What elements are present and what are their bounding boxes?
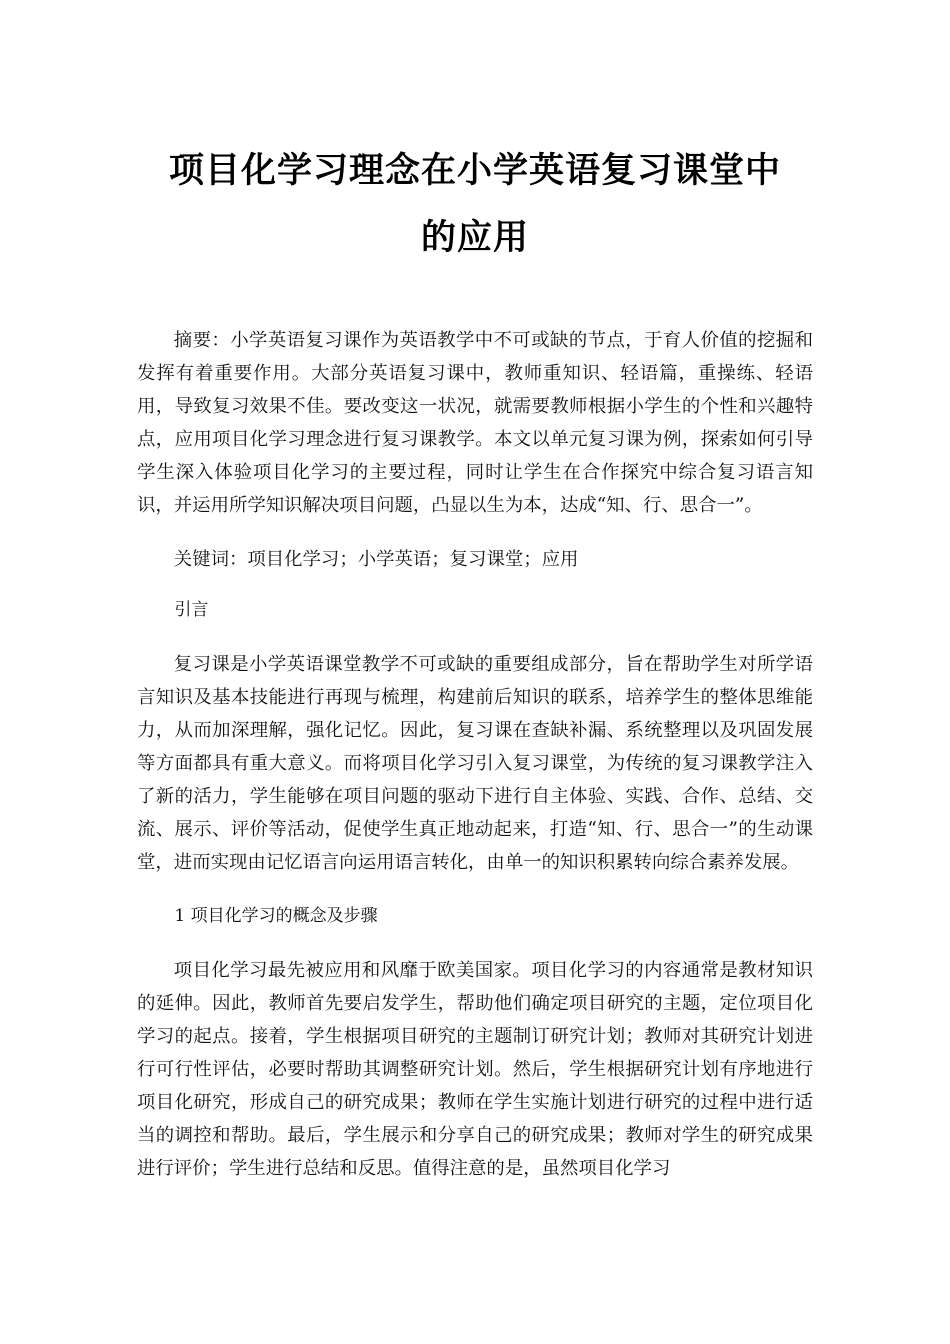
section-1-paragraph: 项目化学习最先被应用和风靡于欧美国家。项目化学习的内容通常是教材知识的延伸。因此，教师首先要启发学生，帮助他们确定项目研究的主题，定位项目化学习的起点。接着，学生根据项目研究的主题制订研究计划；教师对其研究计划进行可行性评估，必要时帮助其调整研究计划。然后，学生根据研究计划有序地进行项目化研究，形成自己的研究成果；教师在学生实施计划进行研究的过程中进行适当的调控和帮助。最后，学生展示和分享自己的研究成果；教师对学生的研究成果进行评价；学生进行总结和反思。值得注意的是，虽然项目化学习 — [137, 960, 813, 1179]
title-line-1: 项目化学习理念在小学英语复习课堂中 — [168, 151, 781, 191]
intro-paragraph: 复习课是小学英语课堂教学不可或缺的重要组成部分，旨在帮助学生对所学语言知识及基本技能进行再现与梳理，构建前后知识的联系，培养学生的整体思维能力，从而加深理解，强化记忆。因此，复习课在查缺补漏、系统整理以及巩固发展等方面都具有重大意义。而将项目化学习引入复习课堂，为传统的复习课教学注入了新的活力，学生能够在项目问题的驱动下进行自主体验、实践、合作、总结、交流、展示、评价等活动，促使学生真正地动起来，打造“知、行、思合一”的生动课堂，进而实现由记忆语言向运用语言转化，由单一的知识积累转向综合素养发展。 — [137, 654, 813, 873]
document-page — [137, 138, 813, 1206]
section-1-heading: 1 项目化学习的概念及步骤 — [174, 906, 378, 926]
title-line-2: 的应用 — [420, 218, 529, 258]
keywords-line: 关键词：项目化学习；小学英语；复习课堂；应用 — [173, 549, 579, 570]
abstract-paragraph: 摘要：小学英语复习课作为英语教学中不可或缺的节点，于育人价值的挖掘和发挥有着重要作用。大部分英语复习课中，教师重知识、轻语篇，重操练、轻语用，导致复习效果不佳。要改变这一状况，就需要教师根据小学生的个性和兴趣特点，应用项目化学习理念进行复习课教学。本文以单元复习课为例，探索如何引导学生深入体验项目化学习的主要过程，同时让学生在合作探究中综合复习语言知识，并运用所学知识解决项目问题，凸显以生为本，达成“知、行、思合一”。 — [137, 330, 813, 516]
document-body — [137, 324, 813, 1185]
intro-heading: 引言 — [174, 600, 209, 620]
document-title — [137, 138, 813, 272]
